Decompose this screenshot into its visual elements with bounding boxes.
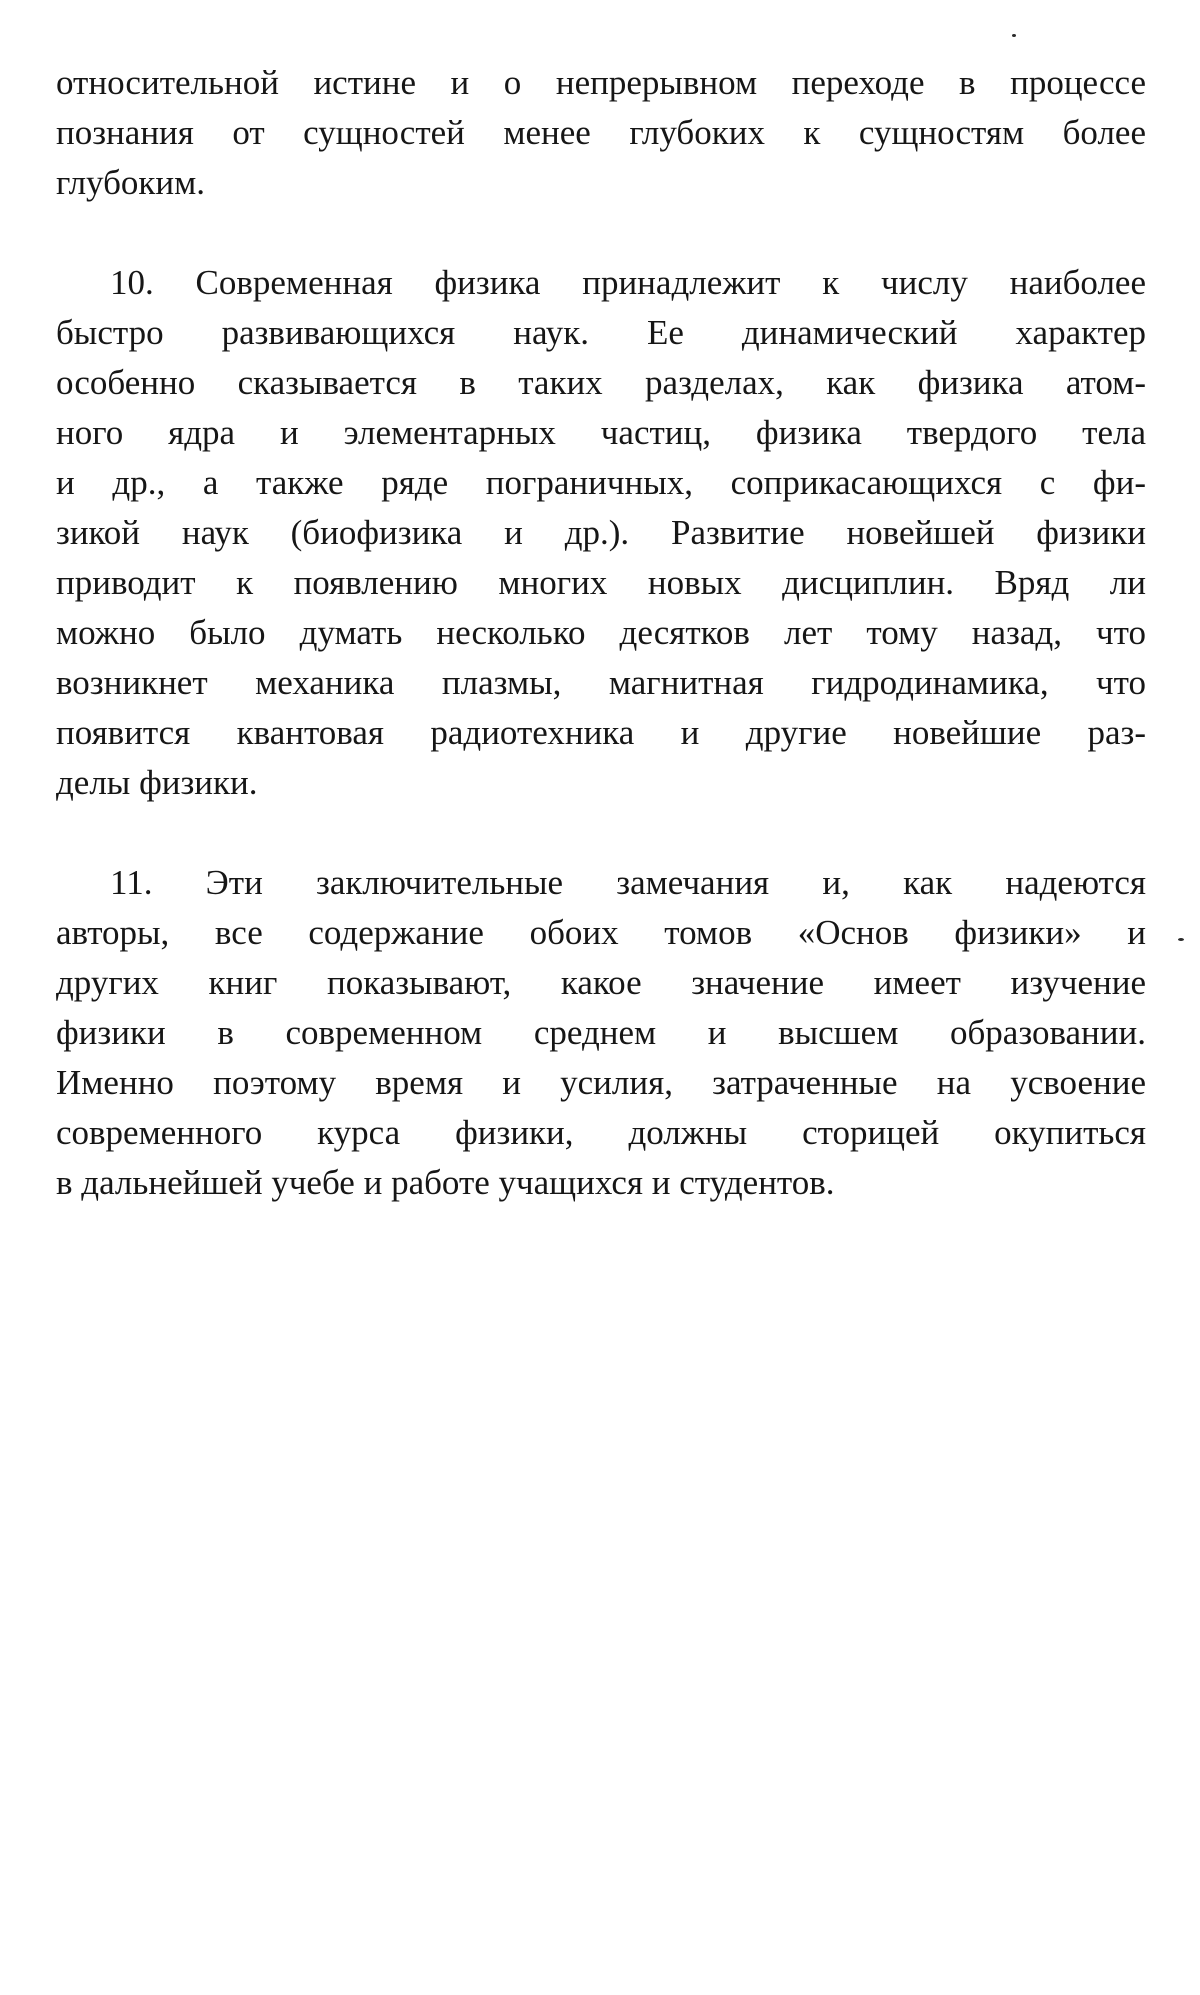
text-line: особенно сказывается в таких разделах, как физика атом- — [56, 363, 1146, 402]
paragraph-10 — [56, 258, 1146, 808]
text-line: быстро развивающихся наук. Ее динамический характер — [56, 313, 1146, 352]
text-line: зикой наук (биофизика и др.). Развитие новейшей физики — [56, 513, 1146, 552]
text-line: глубоким. — [56, 163, 206, 202]
text-line: и др., а также ряде пограничных, соприкасающихся с фи- — [56, 463, 1146, 502]
paragraph-continuation — [56, 58, 1146, 208]
text-line: возникнет механика плазмы, магнитная гидродинамика, что — [56, 663, 1146, 702]
text-line: Именно поэтому время и усилия, затраченные на усвоение — [56, 1063, 1146, 1102]
text-line: познания от сущностей менее глубоких к сущностям более — [56, 113, 1146, 152]
text-line: 10. Современная физика принадлежит к числу наиболее — [110, 263, 1146, 302]
text-line: можно было думать несколько десятков лет тому назад, что — [56, 613, 1146, 652]
text-line: делы физики. — [56, 763, 258, 802]
text-line: появится квантовая радиотехника и другие новейшие раз- — [56, 713, 1146, 752]
text-line: в дальнейшей учебе и работе учащихся и студентов. — [56, 1163, 835, 1202]
paragraph-11 — [56, 858, 1146, 1208]
text-line: приводит к появлению многих новых дисциплин. Вряд ли — [56, 563, 1146, 602]
text-line: 11. Эти заключительные замечания и, как надеются — [110, 863, 1146, 902]
text-line: современного курса физики, должны сторицей окупиться — [56, 1113, 1146, 1152]
scan-speck — [1178, 938, 1184, 941]
text-line: физики в современном среднем и высшем образовании. — [56, 1013, 1146, 1052]
text-line: относительной истине и о непрерывном переходе в процессе — [56, 63, 1146, 102]
text-line: ного ядра и элементарных частиц, физика твердого тела — [56, 413, 1146, 452]
text-line: других книг показывают, какое значение имеет изучение — [56, 963, 1146, 1002]
text-line: авторы, все содержание обоих томов «Основ физики» и — [56, 913, 1146, 952]
scan-speck — [1012, 34, 1016, 37]
